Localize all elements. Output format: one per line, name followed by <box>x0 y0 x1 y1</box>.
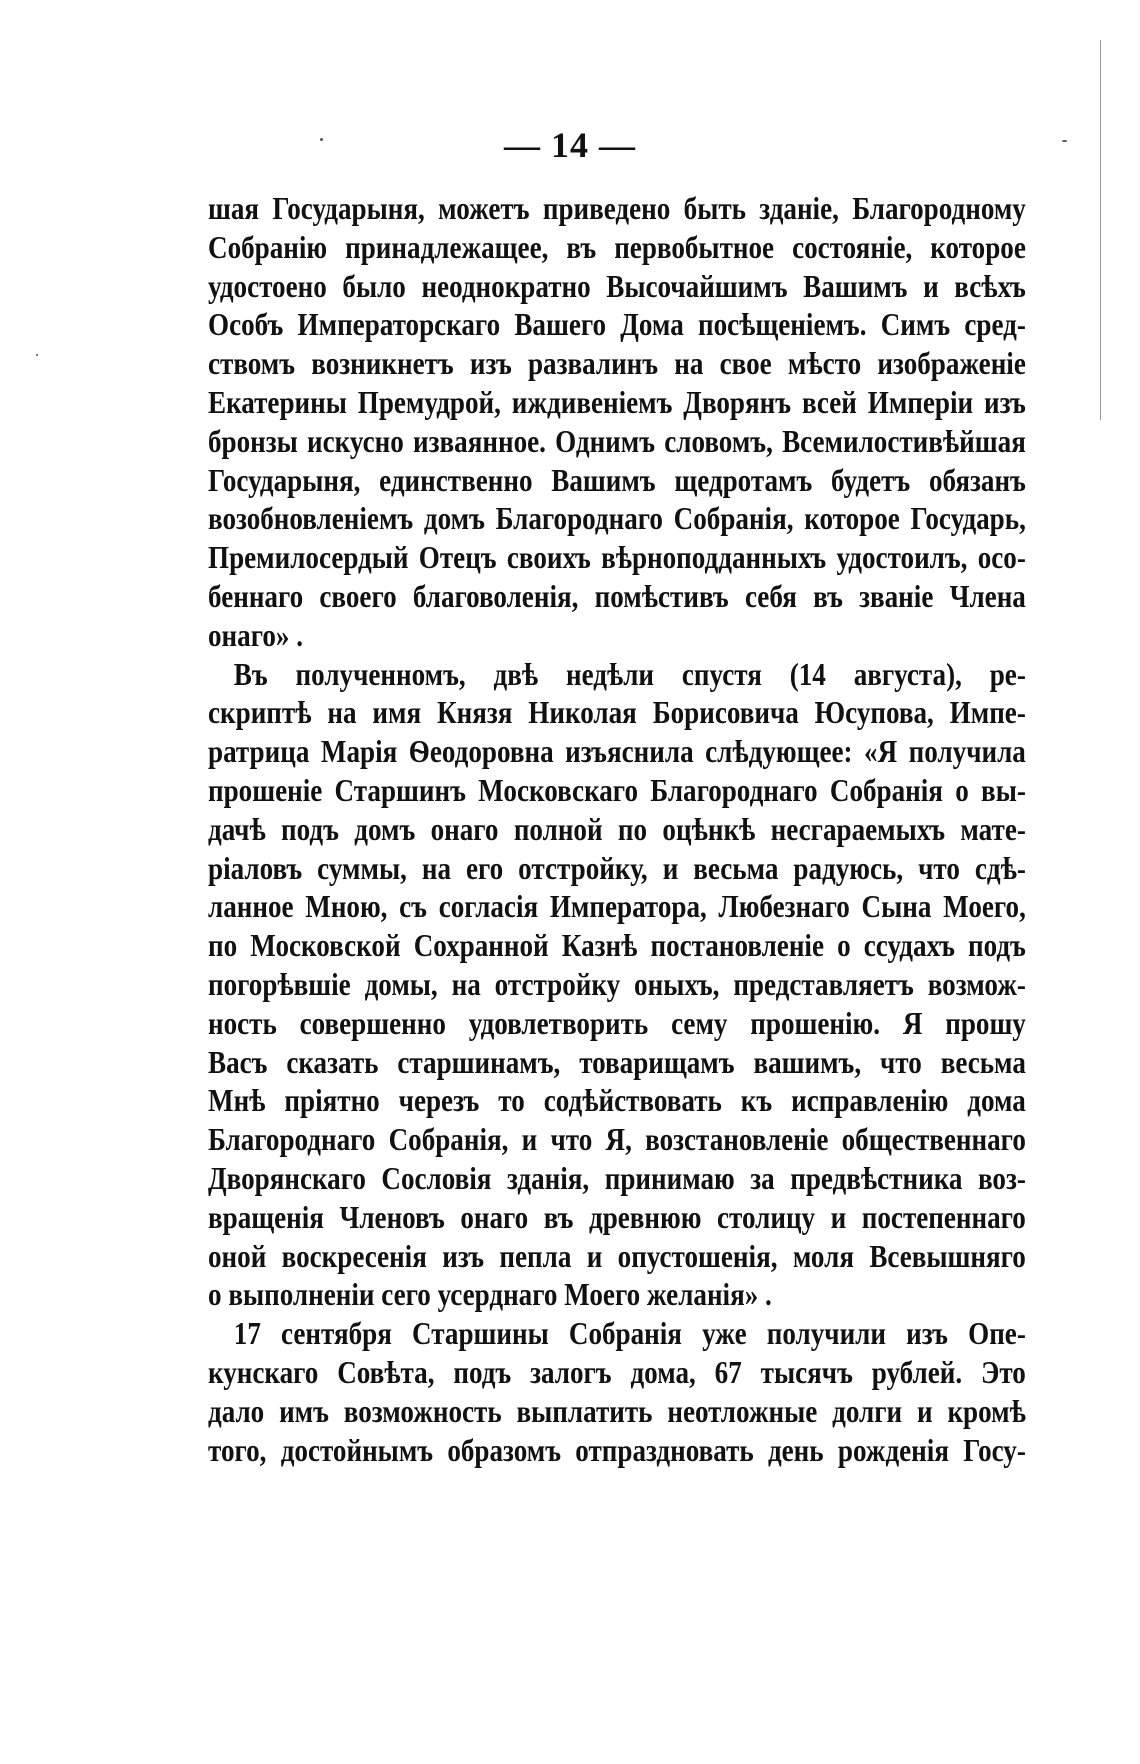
text-line: оной воскресенія изъ пепла и опустошенія, моля Всевышняго <box>208 1238 1026 1274</box>
text-line: по Московской Сохранной Казнѣ постановленіе о ссудахъ подъ <box>208 928 1026 964</box>
text-line: ріаловъ суммы, на его отстройку, и весьма радуюсь, что сдѣ- <box>208 850 1026 886</box>
text-line: шая Государыня, можетъ приведено быть зданіе, Благородному <box>208 191 1026 226</box>
text-line: прошеніе Старшинъ Московскаго Благороднаго Собранія о вы- <box>208 772 1026 808</box>
text-line: ратрица Марія Ѳеодоровна изъяснила слѣдующее: «Я получила <box>208 734 1026 770</box>
text-line: 17 сентября Старшины Собранія уже получили изъ Опе- <box>233 1316 1026 1352</box>
text-line: дачѣ подъ домъ онаго полной по оцѣнкѣ несгараемыхъ мате- <box>208 811 1026 847</box>
paragraph-3 <box>208 1315 1026 1470</box>
body-text <box>208 190 1026 1470</box>
text-line: скриптѣ на имя Князя Николая Борисовича Юсупова, Импе- <box>208 695 1026 731</box>
text-line: того, достойнымъ образомъ отпраздновать день рожденія Госу- <box>208 1432 1026 1468</box>
scan-edge-line <box>1100 40 1101 420</box>
text-line: Премилосердый Отецъ своихъ вѣрноподданныхъ удостоилъ, осо- <box>208 540 1026 576</box>
text-line: Государыня, единственно Вашимъ щедротамъ будетъ обязанъ <box>208 462 1026 498</box>
text-line: бронзы искусно изваянное. Однимъ словомъ, Всемилостивѣйшая <box>208 423 1026 459</box>
text-line: Дворянскаго Сословія зданія, принимаю за предвѣстника воз- <box>208 1160 1026 1196</box>
text-line: ствомъ возникнетъ изъ развалинъ на свое мѣсто изображеніе <box>208 346 1026 382</box>
text-line: онаго» . <box>208 617 303 653</box>
text-line: Васъ сказать старшинамъ, товарищамъ вашимъ, что весьма <box>208 1044 1026 1080</box>
page-number: — 14 — <box>504 125 636 165</box>
paragraph-2 <box>208 656 1026 1316</box>
text-line: о выполненіи сего усерднаго Моего желанія» . <box>208 1277 772 1313</box>
text-line: Екатерины Премудрой, иждивеніемъ Дворянъ всей Имперіи изъ <box>208 384 1026 420</box>
text-line: погорѣвшіе домы, на отстройку оныхъ, представляетъ возмож- <box>208 966 1026 1002</box>
text-line: ность совершенно удовлетворить сему прошенію. Я прошу <box>208 1005 1026 1041</box>
text-line: кунскаго Совѣта, подъ залогъ дома, 67 тысячъ рублей. Это <box>208 1354 1026 1390</box>
text-line: Мнѣ пріятно черезъ то содѣйствовать къ исправленію дома <box>208 1083 1026 1119</box>
text-line: Въ полученномъ, двѣ недѣли спустя (14 августа), ре- <box>233 656 1026 692</box>
text-line: Благороднаго Собранія, и что Я, возстановленіе общественнаго <box>208 1122 1026 1158</box>
scan-speck <box>36 354 38 356</box>
text-line: возобновленіемъ домъ Благороднаго Собранія, которое Государь, <box>208 501 1026 537</box>
text-line: Особъ Императорскаго Вашего Дома посѣщеніемъ. Симъ сред- <box>208 307 1026 343</box>
text-line: удостоено было неоднократно Высочайшимъ Вашимъ и всѣхъ <box>208 268 1026 304</box>
text-line: дало имъ возможность выплатить неотложные долги и кромѣ <box>208 1393 1026 1429</box>
text-line: Собранію принадлежащее, въ первобытное состояніе, которое <box>208 229 1026 265</box>
text-line: ланное Мною, съ согласія Императора, Любезнаго Сына Моего, <box>208 889 1026 925</box>
paragraph-1 <box>208 190 1026 656</box>
text-line: беннаго своего благоволенія, помѣстивъ себя въ званіе Члена <box>208 578 1026 614</box>
text-line: вращенія Членовъ онаго въ древнюю столицу и постепеннаго <box>208 1199 1026 1235</box>
